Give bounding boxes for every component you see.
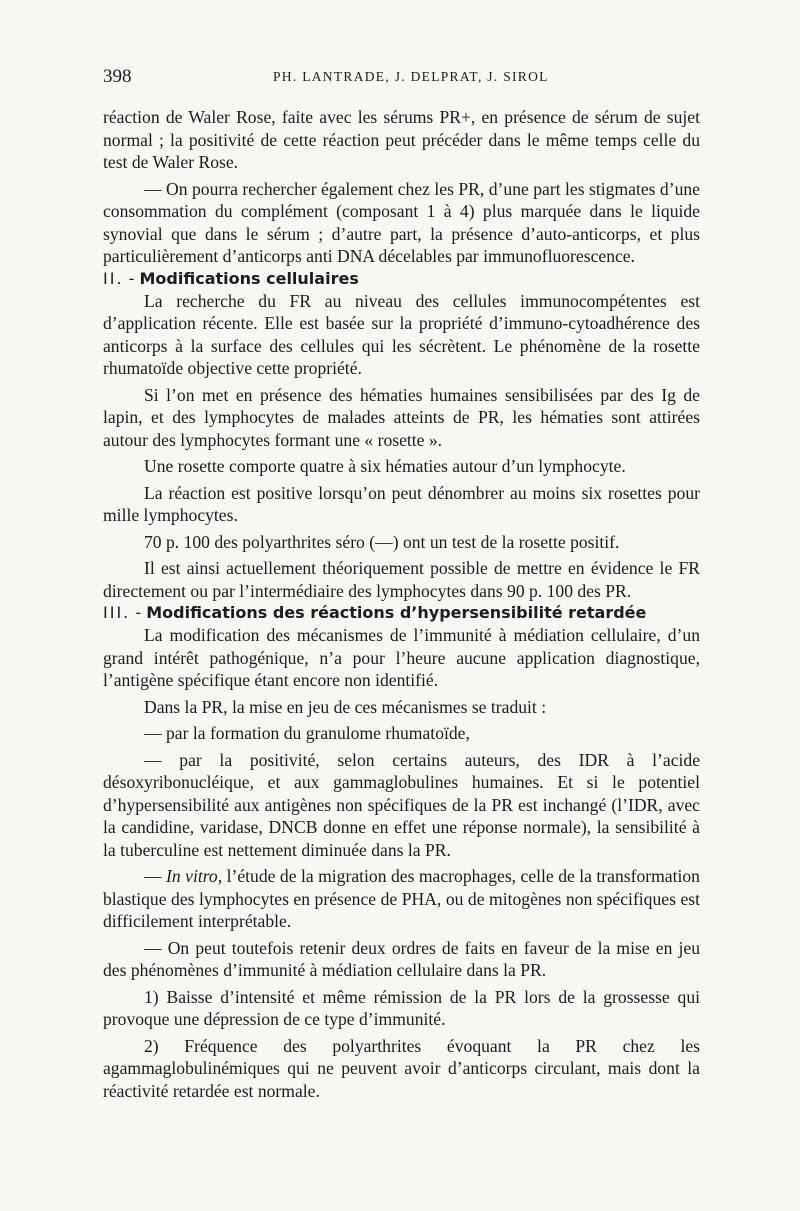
page-header — [103, 66, 703, 88]
paragraph: réaction de Waler Rose, faite avec les sérums PR+, en présence de sérum de sujet normal ; la positivité de cette réaction peut précéder dans le même temps celle du test de Waler Rose. — [103, 107, 700, 172]
running-head: PH. LANTRADE, J. DELPRAT, J. SIROL — [273, 69, 549, 84]
paragraph: La modification des mécanismes de l’immunité à médiation cellulaire, d’un grand intérêt pathogénique, n’a pour l’heure aucune application diagnostique, l’antigène spécifique étant encore non identifié. — [103, 625, 700, 690]
paragraph: Il est ainsi actuellement théoriquement possible de mettre en évidence le FR directement ou par l’intermédiaire des lymphocytes dans 90 p. 100 des PR. — [103, 558, 700, 601]
paragraph: 70 p. 100 des polyarthrites séro (—) ont un test de la rosette positif. — [144, 531, 620, 552]
paragraph: Une rosette comporte quatre à six hématies autour d’un lymphocyte. — [144, 456, 626, 476]
paragraph: — On pourra rechercher également chez les PR, d’une part les stigmates d’une consommation du complément (composant 1 à 4) plus marquée dans le liquide synovial que dans le sérum ; d’autre part, la présence d’auto-anticorps, et plus particulièrement d’anticorps anti DNA décelables par immunofluorescence. — [103, 178, 700, 266]
em-dash: — — [144, 866, 162, 886]
paragraph: La réaction est positive lorsqu’on peut dénombrer au moins six rosettes pour mille lymphocytes. — [103, 482, 700, 525]
section-dash: - — [128, 268, 135, 288]
page-number: 398 — [103, 66, 132, 87]
section-number: II. — [103, 268, 124, 288]
paragraph: Dans la PR, la mise en jeu de ces mécanismes se traduit : — [144, 696, 547, 717]
section-title: Modifications des réactions d’hypersensibilité retardée — [146, 603, 647, 622]
paragraph-text: l’étude de la migration des macrophages, celle de la transformation blastique des lymphocytes en présence de PHA, ou de mitogènes non spécifiques est difficilement interprétable. — [103, 866, 700, 931]
italic-phrase: In vitro, — [166, 866, 223, 886]
paragraph: — par la formation du granulome rhumatoïde, — [144, 723, 470, 743]
paragraph: — par la positivité, selon certains auteurs, des IDR à l’acide désoxyribonucléique, et aux gammaglobulines humaines. Et si le potentiel d’hypersensibilité aux antigènes non spécifiques de la PR est inchangé (l’IDR, avec la candidine, varidase, DNCB donne en effet une réponse normale), la sensibilité à la tuberculine est nettement diminuée dans la PR. — [103, 749, 700, 860]
section-number: III. — [103, 603, 131, 622]
paragraph: 1) Baisse d’intensité et même rémission de la PR lors de la grossesse qui provoque une dépression de ce type d’immunité. — [103, 986, 700, 1029]
section-heading-3 — [103, 602, 700, 624]
paragraph — [103, 865, 700, 933]
paragraph: 2) Fréquence des polyarthrites évoquant la PR chez les agammaglobulinémiques qui ne peuvent avoir d’anticorps circulant, mais dont la réactivité retardée est normale. — [103, 1035, 700, 1101]
paragraph: La recherche du FR au niveau des cellules immunocompétentes est d’application récente. Elle est basée sur la propriété d’immuno-cytoadhérence des anticorps à la surface des cellules qui les sécrètent. Le phénomène de la rosette rhumatoïde objective cette propriété. — [103, 290, 700, 378]
section-title: Modifications cellulaires — [139, 268, 359, 288]
section-heading-2 — [103, 268, 700, 290]
section-dash: - — [135, 603, 142, 622]
page-body — [103, 106, 700, 1102]
paragraph: — On peut toutefois retenir deux ordres de faits en faveur de la mise en jeu des phénomènes d’immunité à médiation cellulaire dans la PR. — [103, 937, 700, 980]
paragraph: Si l’on met en présence des hématies humaines sensibilisées par des Ig de lapin, et des lymphocytes de malades atteints de PR, les hématies sont attirées autour des lymphocytes formant une « rosette ». — [103, 384, 700, 450]
